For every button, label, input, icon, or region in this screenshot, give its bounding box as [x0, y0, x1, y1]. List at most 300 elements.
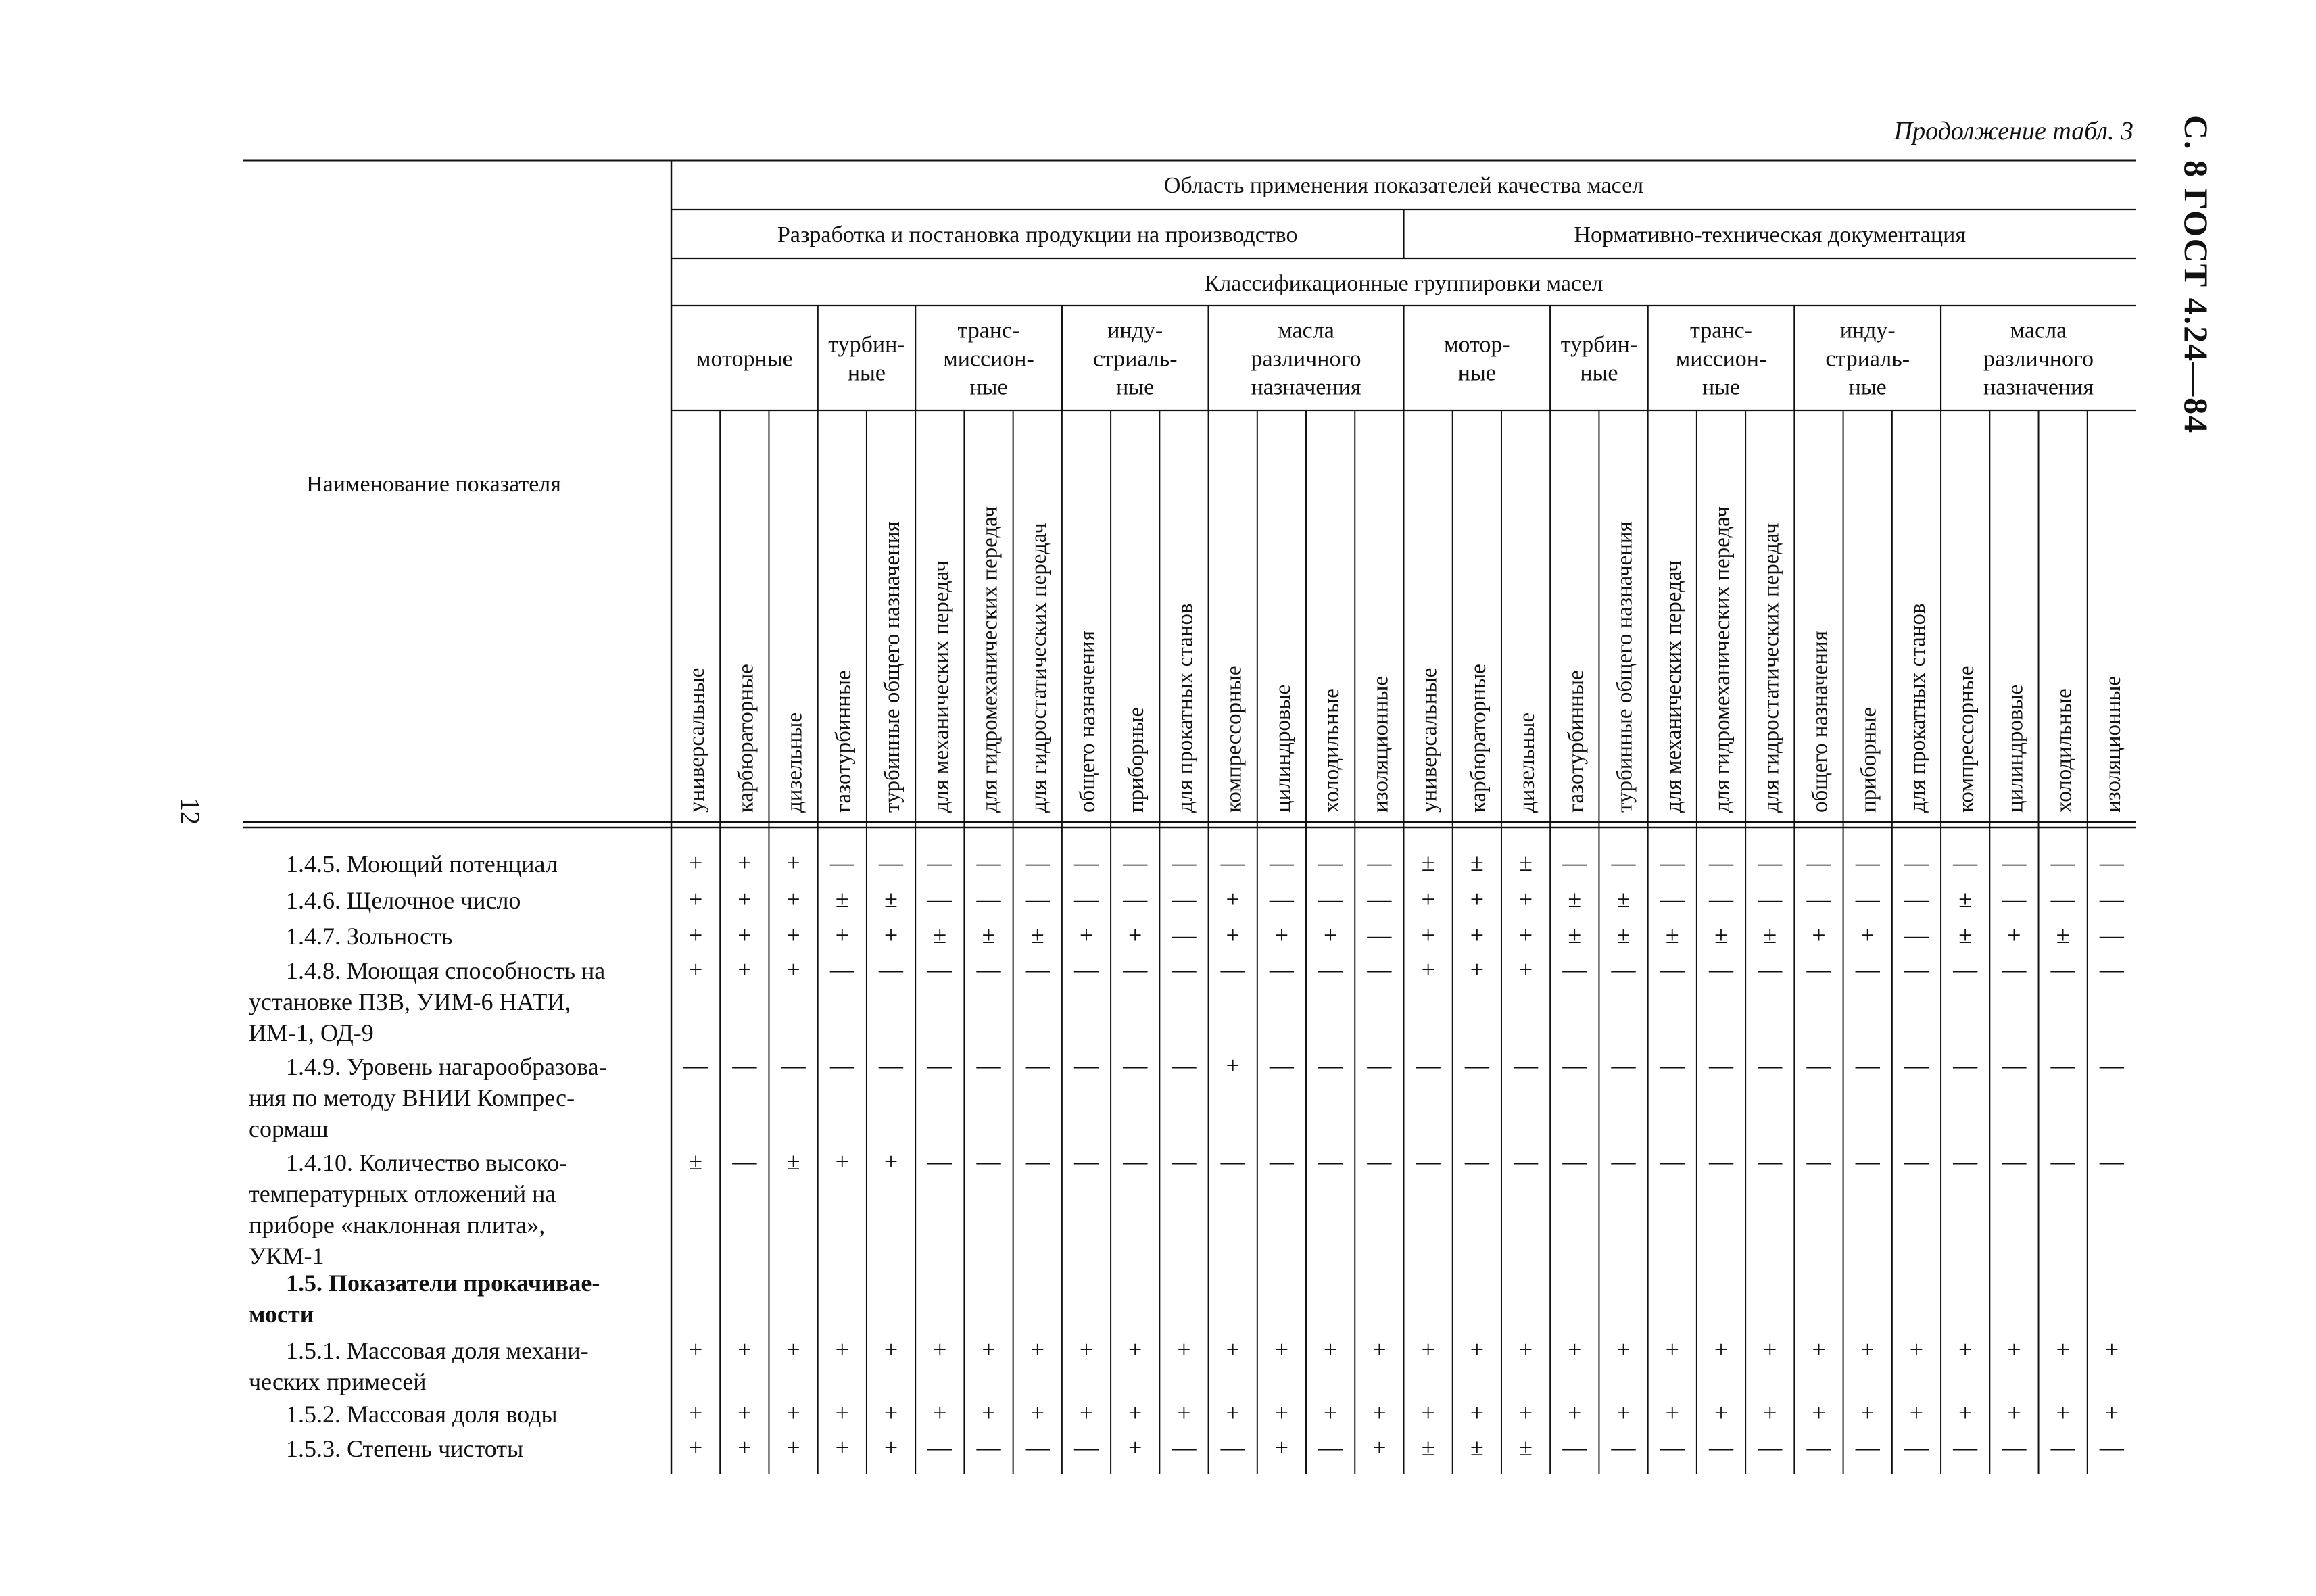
- subcolumn-label: цилиндровые: [2003, 684, 2028, 813]
- class-label: ные: [1116, 374, 1155, 400]
- group-header-development: Разработка и постановка продукции на производство: [777, 222, 1298, 247]
- row-cell: —: [1123, 956, 1148, 983]
- row-cell: —: [1953, 1052, 1978, 1079]
- row-cell: —: [1806, 886, 1831, 913]
- subcolumn-label: дизельные: [1515, 712, 1540, 813]
- row-cell: +: [1616, 1399, 1631, 1426]
- row-cell: —: [1855, 1434, 1880, 1461]
- row-cell: —: [1318, 849, 1343, 876]
- row-cell: ±: [1421, 1434, 1435, 1461]
- subcolumn-label: для гидростатических передач: [1026, 523, 1051, 813]
- row-cell: —: [1904, 956, 1929, 983]
- row-cell: —: [2099, 849, 2124, 876]
- row-cell: —: [976, 1148, 1001, 1175]
- row-cell: +: [1470, 956, 1485, 983]
- row-name: 1.4.5. Моющий потенциал: [286, 850, 558, 877]
- row-cell: —: [1855, 1052, 1880, 1079]
- row-cell: —: [1269, 849, 1294, 876]
- row-name: температурных отложений на: [249, 1180, 556, 1207]
- row-cell: +: [1518, 1399, 1533, 1426]
- row-cell: —: [1123, 1148, 1148, 1175]
- row-cell: +: [884, 921, 898, 948]
- row-cell: +: [1030, 1336, 1044, 1363]
- row-cell: —: [1953, 1434, 1978, 1461]
- row-cell: —: [1025, 1148, 1050, 1175]
- class-label: ные: [969, 374, 1008, 400]
- subcolumn-label: для гидромеханических передач: [1710, 506, 1735, 813]
- row-cell: —: [1562, 1434, 1587, 1461]
- subcolumn-label: турбинные общего назначения: [880, 521, 905, 813]
- row-cell: —: [1758, 1052, 1783, 1079]
- class-label: назначения: [1983, 374, 2094, 400]
- row-cell: —: [2002, 1148, 2027, 1175]
- row-cell: —: [1220, 956, 1245, 983]
- row-cell: —: [1367, 886, 1392, 913]
- row-cell: ±: [1568, 886, 1582, 913]
- row-cell: ±: [1763, 921, 1777, 948]
- row-cell: —: [1953, 956, 1978, 983]
- row-cell: +: [2007, 1336, 2021, 1363]
- row-cell: —: [2050, 1434, 2075, 1461]
- row-cell: ±: [786, 1148, 800, 1175]
- row-cell: —: [1709, 1434, 1734, 1461]
- row-cell: +: [1568, 1336, 1582, 1363]
- row-cell: —: [1758, 956, 1783, 983]
- row-cell: —: [1904, 921, 1929, 948]
- row-cell: —: [1073, 1052, 1099, 1079]
- row-cell: —: [1904, 849, 1929, 876]
- row-cell: +: [835, 1399, 849, 1426]
- row-cell: +: [786, 921, 800, 948]
- row-cell: —: [1367, 849, 1392, 876]
- row-cell: —: [1758, 1434, 1783, 1461]
- subcolumn-label: для механических передач: [1661, 560, 1686, 813]
- subcolumn-label: компрессорные: [1222, 665, 1247, 813]
- table-continuation-label: Продолжение табл. 3: [1893, 117, 2133, 145]
- row-cell: +: [738, 1399, 752, 1426]
- row-cell: +: [884, 1399, 898, 1426]
- row-cell: —: [2050, 1052, 2075, 1079]
- subcolumn-label: универсальные: [1417, 667, 1442, 813]
- row-cell: +: [1860, 1336, 1875, 1363]
- row-cell: +: [1909, 1399, 1924, 1426]
- row-cell: +: [1568, 1399, 1582, 1426]
- class-label: ные: [1848, 374, 1887, 400]
- page-number-text: 12: [175, 798, 206, 825]
- row-cell: —: [1123, 886, 1148, 913]
- row-cell: +: [1372, 1434, 1386, 1461]
- row-cell: —: [927, 956, 952, 983]
- row-cell: —: [2099, 1148, 2124, 1175]
- row-cell: —: [1172, 956, 1197, 983]
- row-cell: +: [1128, 1399, 1142, 1426]
- row-cell: —: [1611, 1434, 1636, 1461]
- row-cell: +: [738, 956, 752, 983]
- row-cell: +: [1470, 1336, 1485, 1363]
- row-cell: —: [1806, 1148, 1831, 1175]
- subcolumn-label: общего назначения: [1808, 631, 1833, 813]
- class-label: различного: [1983, 346, 2094, 372]
- row-cell: —: [2050, 956, 2075, 983]
- row-cell: +: [1714, 1336, 1729, 1363]
- row-cell: +: [1226, 1052, 1240, 1079]
- row-cell: —: [732, 1148, 757, 1175]
- row-cell: —: [1806, 849, 1831, 876]
- subcolumn-label: цилиндровые: [1270, 684, 1295, 813]
- class-label: миссион-: [943, 346, 1034, 372]
- row-cell: +: [835, 1434, 849, 1461]
- row-cell: ±: [1519, 849, 1533, 876]
- row-cell: +: [688, 886, 703, 913]
- row-cell: +: [1226, 1336, 1240, 1363]
- row-cell: —: [1806, 1434, 1831, 1461]
- row-cell: +: [2104, 1336, 2119, 1363]
- row-cell: —: [1025, 1052, 1050, 1079]
- row-cell: +: [1470, 921, 1485, 948]
- row-cell: ±: [1030, 921, 1044, 948]
- row-cell: —: [879, 1052, 904, 1079]
- row-cell: +: [2007, 1399, 2021, 1426]
- row-cell: ±: [1421, 849, 1435, 876]
- row-cell: +: [1177, 1336, 1191, 1363]
- row-cell: —: [1953, 1148, 1978, 1175]
- row-cell: —: [1514, 1148, 1539, 1175]
- row-cell: —: [1220, 1148, 1245, 1175]
- row-cell: —: [1172, 886, 1197, 913]
- document-code: С. 8 ГОСТ 4.24—84: [2177, 115, 2215, 435]
- row-cell: +: [1323, 1336, 1338, 1363]
- row-cell: —: [1758, 1148, 1783, 1175]
- row-cell: +: [1421, 956, 1435, 983]
- row-cell: +: [1274, 1336, 1289, 1363]
- row-cell: —: [1269, 956, 1294, 983]
- row-cell: —: [1073, 849, 1099, 876]
- row-cell: —: [1660, 1052, 1685, 1079]
- row-cell: —: [1318, 1148, 1343, 1175]
- row-cell: +: [738, 1336, 752, 1363]
- row-cell: —: [1123, 1052, 1148, 1079]
- row-cell: +: [1030, 1399, 1044, 1426]
- row-cell: —: [2099, 921, 2124, 948]
- row-cell: +: [2007, 921, 2021, 948]
- subcolumn-label: газотурбинные: [831, 670, 856, 813]
- row-cell: —: [1855, 849, 1880, 876]
- row-cell: —: [1220, 1434, 1245, 1461]
- row-cell: +: [738, 849, 752, 876]
- row-name: сормаш: [249, 1115, 329, 1142]
- group-header-normative: Нормативно-техническая документация: [1574, 222, 1966, 247]
- row-cell: ±: [1714, 921, 1728, 948]
- row-cell: +: [884, 1148, 898, 1175]
- subcolumn-label: дизельные: [782, 712, 807, 813]
- classification-header: Классификационные группировки масел: [1204, 271, 1603, 296]
- row-cell: —: [927, 1148, 952, 1175]
- row-cell: —: [1269, 1148, 1294, 1175]
- class-label: турбин-: [1560, 332, 1638, 358]
- row-cell: +: [786, 1434, 800, 1461]
- row-cell: +: [1323, 1399, 1338, 1426]
- row-cell: —: [1073, 886, 1099, 913]
- subcolumn-label: для прокатных станов: [1173, 603, 1198, 813]
- row-cell: —: [927, 849, 952, 876]
- row-cell: +: [933, 1399, 947, 1426]
- row-name: 1.5.1. Массовая доля механи-: [286, 1337, 589, 1364]
- row-cell: ±: [1616, 886, 1631, 913]
- row-cell: —: [1904, 1052, 1929, 1079]
- row-cell: —: [1611, 1052, 1636, 1079]
- subcolumn-label: универсальные: [685, 667, 710, 813]
- row-cell: —: [1709, 886, 1734, 913]
- row-cell: —: [1123, 849, 1148, 876]
- row-name: мости: [249, 1301, 314, 1328]
- row-name: 1.4.9. Уровень нагарообразова-: [286, 1053, 607, 1080]
- row-cell: +: [688, 1399, 703, 1426]
- row-cell: —: [1318, 1434, 1343, 1461]
- row-cell: ±: [1568, 921, 1582, 948]
- row-cell: —: [829, 1052, 854, 1079]
- row-cell: +: [1860, 1399, 1875, 1426]
- row-cell: —: [2002, 1052, 2027, 1079]
- row-cell: —: [1172, 1052, 1197, 1079]
- row-cell: ±: [884, 886, 898, 913]
- row-cell: —: [1855, 956, 1880, 983]
- row-cell: +: [688, 1336, 703, 1363]
- row-cell: —: [976, 1434, 1001, 1461]
- row-cell: +: [884, 1336, 898, 1363]
- row-cell: +: [688, 956, 703, 983]
- row-cell: —: [1172, 849, 1197, 876]
- class-label: миссион-: [1675, 346, 1767, 372]
- subcolumn-label: изоляционные: [1368, 675, 1393, 813]
- row-cell: ±: [1470, 849, 1484, 876]
- row-cell: +: [1226, 921, 1240, 948]
- class-label: инду-: [1107, 318, 1163, 343]
- row-cell: +: [2056, 1399, 2070, 1426]
- row-cell: —: [1758, 886, 1783, 913]
- row-cell: +: [2104, 1399, 2119, 1426]
- class-label: масла: [1278, 318, 1334, 343]
- row-cell: —: [1514, 1052, 1539, 1079]
- row-cell: +: [688, 921, 703, 948]
- row-cell: +: [786, 849, 800, 876]
- subcolumn-label: общего назначения: [1075, 631, 1100, 813]
- row-cell: +: [1518, 886, 1533, 913]
- row-cell: —: [1367, 1052, 1392, 1079]
- row-cell: —: [976, 956, 1001, 983]
- row-name: 1.4.10. Количество высоко-: [286, 1149, 568, 1176]
- row-cell: +: [786, 956, 800, 983]
- row-cell: —: [1709, 1052, 1734, 1079]
- row-cell: +: [1714, 1399, 1729, 1426]
- row-cell: +: [688, 1434, 703, 1461]
- subcolumn-label: приборные: [1856, 706, 1881, 813]
- row-cell: +: [982, 1336, 996, 1363]
- row-cell: —: [1318, 1052, 1343, 1079]
- row-cell: +: [1274, 1434, 1289, 1461]
- class-label: ные: [1580, 360, 1618, 386]
- row-cell: —: [1367, 1148, 1392, 1175]
- subcolumn-label: газотурбинные: [1564, 670, 1589, 813]
- row-cell: —: [1073, 956, 1099, 983]
- row-cell: —: [1611, 849, 1636, 876]
- row-cell: +: [786, 886, 800, 913]
- row-cell: —: [1562, 849, 1587, 876]
- row-cell: —: [1269, 1052, 1294, 1079]
- row-cell: —: [1904, 886, 1929, 913]
- row-cell: —: [1806, 956, 1831, 983]
- row-cell: ±: [835, 886, 849, 913]
- row-cell: +: [738, 886, 752, 913]
- row-cell: +: [835, 1148, 849, 1175]
- row-cell: —: [1660, 1434, 1685, 1461]
- row-cell: —: [1953, 849, 1978, 876]
- row-cell: —: [732, 1052, 757, 1079]
- row-cell: —: [1611, 1148, 1636, 1175]
- subcolumn-label: для прокатных станов: [1905, 603, 1930, 813]
- class-label: ные: [1702, 374, 1741, 400]
- row-cell: —: [1904, 1148, 1929, 1175]
- row-cell: —: [829, 849, 854, 876]
- row-cell: +: [786, 1399, 800, 1426]
- row-cell: +: [1421, 921, 1435, 948]
- row-cell: ±: [1470, 1434, 1484, 1461]
- row-cell: —: [1709, 956, 1734, 983]
- row-name: ния по методу ВНИИ Компрес-: [249, 1084, 575, 1111]
- row-cell: —: [976, 849, 1001, 876]
- row-cell: +: [1518, 921, 1533, 948]
- row-cell: +: [1079, 1399, 1094, 1426]
- row-cell: —: [1562, 1052, 1587, 1079]
- row-cell: +: [738, 921, 752, 948]
- row-cell: —: [1073, 1148, 1099, 1175]
- row-cell: —: [1073, 1434, 1099, 1461]
- row-cell: —: [1025, 956, 1050, 983]
- name-column-header: Наименование показателя: [306, 472, 561, 497]
- row-name: УКМ-1: [249, 1242, 324, 1269]
- row-cell: +: [1470, 886, 1485, 913]
- class-label: моторные: [696, 346, 793, 372]
- row-cell: —: [1269, 886, 1294, 913]
- subcolumn-label: холодильные: [1320, 688, 1345, 813]
- row-cell: —: [1855, 1148, 1880, 1175]
- row-cell: —: [2002, 849, 2027, 876]
- row-cell: ±: [1519, 1434, 1533, 1461]
- row-cell: —: [1464, 1148, 1489, 1175]
- subcolumn-label: карбюраторные: [733, 664, 758, 813]
- row-cell: —: [1855, 886, 1880, 913]
- class-label: различного: [1251, 346, 1361, 372]
- row-cell: +: [786, 1336, 800, 1363]
- row-cell: —: [927, 886, 952, 913]
- row-cell: —: [1220, 849, 1245, 876]
- row-cell: +: [933, 1336, 947, 1363]
- row-cell: —: [1367, 921, 1392, 948]
- row-cell: —: [1172, 1148, 1197, 1175]
- row-cell: +: [884, 1434, 898, 1461]
- row-cell: —: [1464, 1052, 1489, 1079]
- class-label: инду-: [1839, 318, 1896, 343]
- class-label: масла: [2010, 318, 2067, 343]
- row-cell: —: [879, 849, 904, 876]
- class-label: транс-: [957, 318, 1020, 343]
- row-cell: —: [1172, 921, 1197, 948]
- row-cell: —: [781, 1052, 806, 1079]
- row-cell: —: [1660, 849, 1685, 876]
- row-cell: ±: [689, 1148, 702, 1175]
- row-cell: —: [1904, 1434, 1929, 1461]
- row-cell: +: [1079, 921, 1094, 948]
- row-cell: +: [1616, 1336, 1631, 1363]
- row-cell: +: [1860, 921, 1875, 948]
- class-label: назначения: [1251, 374, 1361, 400]
- row-cell: —: [1172, 1434, 1197, 1461]
- class-label: стриаль-: [1825, 346, 1910, 372]
- row-name: установке ПЗВ, УИМ-6 НАТИ,: [249, 988, 571, 1015]
- row-cell: +: [688, 849, 703, 876]
- subcolumn-label: для механических передач: [929, 560, 954, 813]
- row-name: ИМ-1, ОД-9: [249, 1019, 374, 1046]
- row-cell: —: [2002, 1434, 2027, 1461]
- row-name: 1.4.6. Щелочное число: [286, 887, 521, 914]
- row-cell: —: [1660, 956, 1685, 983]
- row-cell: —: [2099, 1434, 2124, 1461]
- row-name: 1.5.3. Степень чистоты: [286, 1435, 524, 1462]
- row-cell: —: [1367, 956, 1392, 983]
- row-cell: +: [835, 921, 849, 948]
- row-name: 1.4.8. Моющая способность на: [286, 957, 606, 984]
- row-name: 1.4.7. Зольность: [286, 923, 453, 950]
- row-cell: ±: [2056, 921, 2070, 948]
- row-cell: —: [829, 956, 854, 983]
- row-cell: —: [976, 886, 1001, 913]
- subcolumn-label: турбинные общего назначения: [1612, 521, 1637, 813]
- row-cell: —: [2099, 886, 2124, 913]
- row-cell: +: [1128, 921, 1142, 948]
- row-cell: +: [1958, 1399, 1973, 1426]
- subcolumn-label: изоляционные: [2100, 675, 2125, 813]
- row-cell: —: [1025, 1434, 1050, 1461]
- row-cell: —: [1806, 1052, 1831, 1079]
- row-cell: —: [927, 1052, 952, 1079]
- row-cell: —: [1758, 849, 1783, 876]
- row-cell: ±: [1958, 921, 1973, 948]
- row-cell: +: [1763, 1336, 1777, 1363]
- row-cell: +: [1812, 921, 1826, 948]
- row-cell: —: [1660, 886, 1685, 913]
- row-cell: +: [1274, 1399, 1289, 1426]
- class-label: стриаль-: [1092, 346, 1178, 372]
- row-cell: —: [1025, 886, 1050, 913]
- row-cell: —: [976, 1052, 1001, 1079]
- subcolumn-label: холодильные: [2052, 688, 2077, 813]
- row-cell: +: [1518, 1336, 1533, 1363]
- subcolumn-label: для гидростатических передач: [1759, 523, 1784, 813]
- row-cell: +: [1079, 1336, 1094, 1363]
- row-cell: —: [1709, 1148, 1734, 1175]
- row-cell: +: [1177, 1399, 1191, 1426]
- scope-header: Область применения показателей качества масел: [1163, 173, 1644, 198]
- row-cell: +: [1518, 956, 1533, 983]
- row-cell: —: [1416, 1148, 1441, 1175]
- row-cell: +: [2056, 1336, 2070, 1363]
- row-cell: —: [1660, 1148, 1685, 1175]
- row-cell: +: [1226, 886, 1240, 913]
- row-cell: —: [1562, 1148, 1587, 1175]
- row-cell: +: [1470, 1399, 1485, 1426]
- class-label: транс-: [1690, 318, 1753, 343]
- class-label: мотор-: [1443, 332, 1510, 358]
- class-label: турбин-: [828, 332, 905, 358]
